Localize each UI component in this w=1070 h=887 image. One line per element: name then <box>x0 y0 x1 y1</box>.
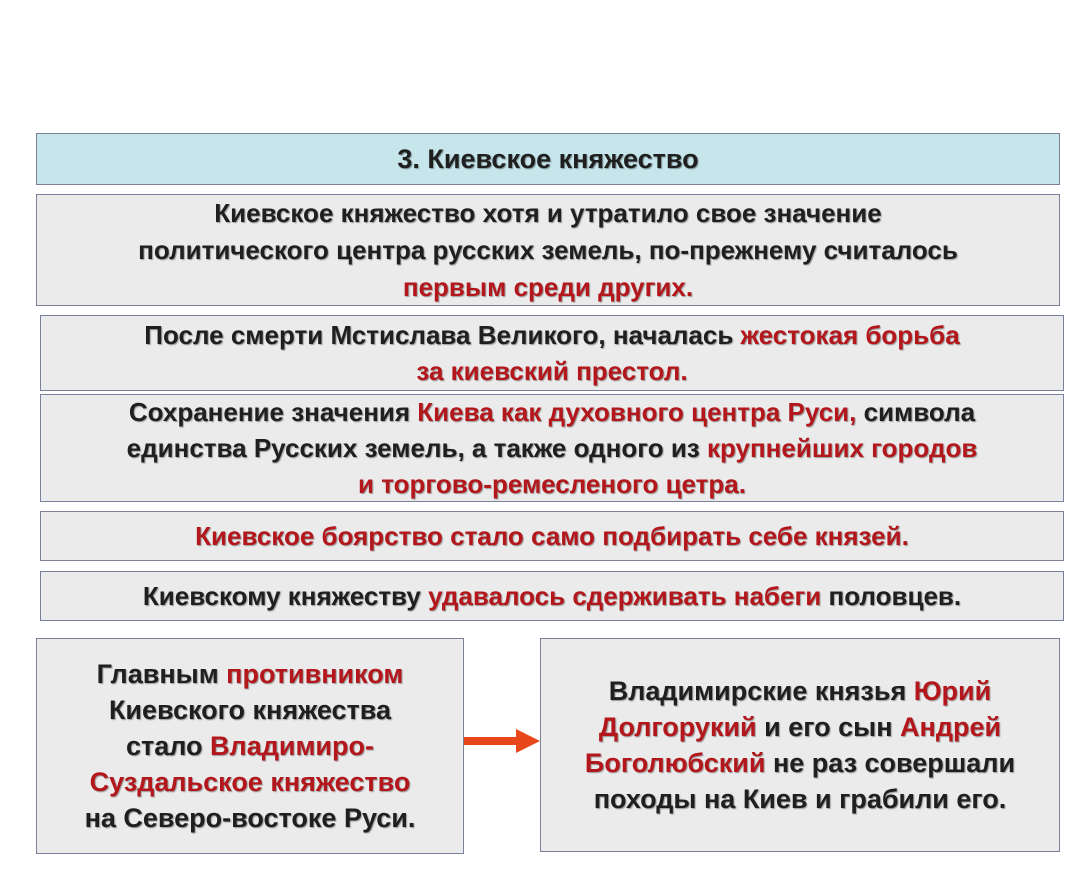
box5-line1-text-b: половцев. <box>821 580 962 611</box>
right-arrow-icon <box>462 726 542 756</box>
box6-line1 <box>97 656 404 692</box>
box2-line2-highlight: за киевский престол. <box>416 356 688 386</box>
box1-line1: Киевское княжество хотя и утратило свое значение <box>214 197 882 228</box>
box4-line1-highlight: Киевское боярство стало само подбирать себе князей. <box>195 520 909 551</box>
box3-line2-highlight: крупнейших городов <box>706 433 978 463</box>
box7-line3-text: не раз совершали <box>765 748 1016 778</box>
box3-line2 <box>127 430 978 466</box>
box2-line1-highlight: жестокая борьба <box>740 320 960 350</box>
box5-line1-text-a: Киевскому княжеству <box>142 580 429 611</box>
title-box <box>36 133 1060 185</box>
box3-line1-text-b: символа <box>856 397 976 427</box>
box3-line2-text: единства Русских земель, а также одного из <box>126 433 707 463</box>
box6-line5: на Северо-востоке Руси. <box>84 803 416 833</box>
box1-line3-highlight: первым среди других. <box>402 271 694 302</box>
box6-line1-highlight: противником <box>226 659 404 689</box>
box5-line1 <box>143 581 961 612</box>
box6-line3 <box>126 728 374 764</box>
box7-line2-text: и его сын <box>756 712 901 742</box>
box3-line1 <box>129 394 975 430</box>
statement-box-4 <box>40 511 1064 561</box>
princes-box <box>540 638 1060 852</box>
box7-line1 <box>609 673 992 709</box>
box6-line3-highlight: Владимиро- <box>210 731 374 761</box>
box3-line1-text-a: Сохранение значения <box>128 397 418 427</box>
box7-line3 <box>585 745 1015 781</box>
box6-line1-text: Главным <box>96 659 227 689</box>
box7-line2 <box>599 709 1001 745</box>
box7-line1-highlight: Юрий <box>913 676 992 706</box>
statement-box-1 <box>36 194 1060 306</box>
box1-line2: политического центра русских земель, по-прежнему считалось <box>138 234 958 265</box>
box2-line1 <box>144 317 959 353</box>
statement-box-2 <box>40 315 1064 391</box>
box7-line4: походы на Киев и грабили его. <box>593 784 1007 814</box>
box7-line2-highlight-a: Долгорукий <box>598 712 757 742</box>
statement-box-3 <box>40 394 1064 502</box>
box5-line1-highlight: удавалось сдерживать набеги <box>428 580 822 611</box>
box3-line1-highlight: Киева как духовного центра Руси, <box>417 397 857 427</box>
statement-box-5 <box>40 571 1064 621</box>
box7-line2-highlight-b: Андрей <box>900 712 1002 742</box>
box6-line3-text: стало <box>126 731 211 761</box>
box7-line3-highlight: Боголюбский <box>584 748 766 778</box>
box7-line1-text: Владимирские князья <box>608 676 914 706</box>
box2-line1-text: После смерти Мстислава Великого, началась <box>144 320 741 350</box>
box6-line2: Киевского княжества <box>108 695 392 725</box>
opponent-box <box>36 638 464 854</box>
box3-line3-highlight: и торгово-ремесленого цетра. <box>358 469 746 499</box>
title-text: 3. Киевское княжество <box>397 143 699 174</box>
box6-line4-highlight: Суздальское княжество <box>89 767 411 797</box>
